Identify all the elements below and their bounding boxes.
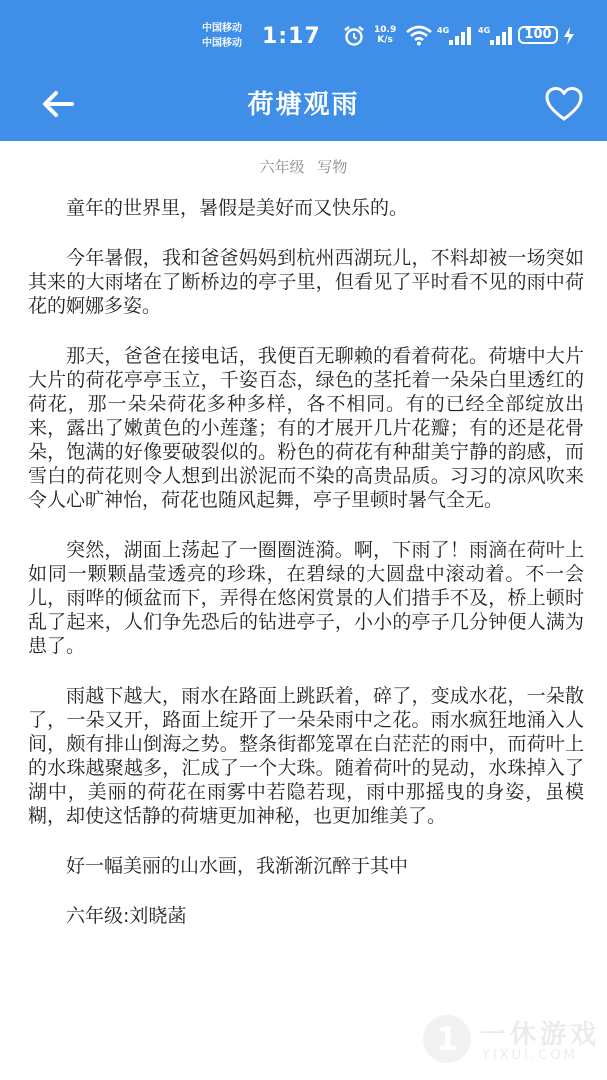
watermark-name: 一休游戏 (480, 1020, 601, 1050)
nav-bar (0, 70, 607, 141)
article-paragraph: 好一幅美丽的山水画，我渐渐沉醉于其中 (66, 855, 409, 877)
heart-icon[interactable] (544, 86, 584, 122)
carrier-1: 中国移动 (202, 23, 242, 34)
sig1-label: 4G (437, 26, 450, 35)
network-speed-unit: K/s (377, 35, 393, 45)
watermark-logo-digit: 1 (435, 1020, 459, 1058)
article-paragraph: 今年暑假，我和爸爸妈妈到杭州西湖玩儿，不料却被一场突如其来的大雨堵在了断桥边的亭子里，但看见了平时看不见的雨中荷花的婀娜多姿。 (28, 247, 584, 317)
carrier-2: 中国移动 (202, 38, 242, 49)
network-speed-value: 10.9 (374, 25, 397, 35)
network-speed (374, 25, 396, 45)
battery-indicator (518, 26, 558, 44)
battery-level: 100 (524, 27, 552, 42)
article-meta (0, 156, 607, 177)
article-body (28, 196, 584, 954)
article-category: 写物 (317, 158, 348, 176)
carrier-labels (202, 21, 242, 51)
cellular-signal-icon-2 (478, 25, 514, 47)
watermark-url: YIXUI.COM (482, 1048, 578, 1063)
page-title: 荷塘观雨 (247, 90, 360, 120)
cellular-signal-icon (437, 25, 473, 47)
watermark-logo-icon (420, 1012, 474, 1066)
sig2-label: 4G (478, 26, 491, 35)
article-paragraph: 那天，爸爸在接电话，我便百无聊赖的看着荷花。荷塘中大片大片的荷花亭亭玉立，千姿百态，绿色的茎托着一朵朵白里透红的荷花，那一朵朵荷花多种多样，各不相同。有的已经全部绽放出来，露出了嫩黄色的小莲蓬；有的才展开几片花瓣；有的还是花骨朵，饱满的好像要破裂似的。粉色的荷花有种甜美宁静的韵感，而雪白的荷花则令人想到出淤泥而不染的高贵品质。习习的凉风吹来令人心旷神怡，荷花也随风起舞，亭子里顿时暑气全无。 (28, 345, 584, 511)
article-grade: 六年级 (259, 158, 305, 176)
wifi-icon (405, 24, 433, 46)
article-paragraph: 雨越下越大，雨水在路面上跳跃着，碎了，变成水花，一朵散了，一朵又开，路面上绽开了一朵朵雨中之花。雨水疯狂地涌入人间，颇有排山倒海之势。整条街都笼罩在白茫茫的雨中，而荷叶上的水珠越聚越多，汇成了一个大珠。随着荷叶的晃动，水珠掉入了湖中，美丽的荷花在雨雾中若隐若现，雨中那摇曳的身姿，虽模糊，却使这恬静的荷塘更加神秘，也更加维美了。 (28, 685, 584, 827)
status-bar (0, 0, 607, 70)
charging-bolt-icon (563, 27, 575, 45)
site-watermark (420, 1010, 600, 1070)
article-author: 六年级:刘晓菡 (66, 905, 187, 927)
article-paragraph: 童年的世界里，暑假是美好而又快乐的。 (66, 197, 409, 219)
status-time: 1:17 (262, 24, 321, 49)
alarm-clock-icon (343, 25, 365, 47)
article-paragraph: 突然，湖面上荡起了一圈圈涟漪。啊，下雨了！雨滴在荷叶上如同一颗颗晶莹透亮的珍珠，在碧绿的大圆盘中滚动着。不一会儿，雨哗的倾盆而下，弄得在悠闲赏景的人们措手不及，桥上顿时乱了起来，人们争先恐后的钻进亭子，小小的亭子几分钟便人满为患了。 (28, 539, 584, 657)
